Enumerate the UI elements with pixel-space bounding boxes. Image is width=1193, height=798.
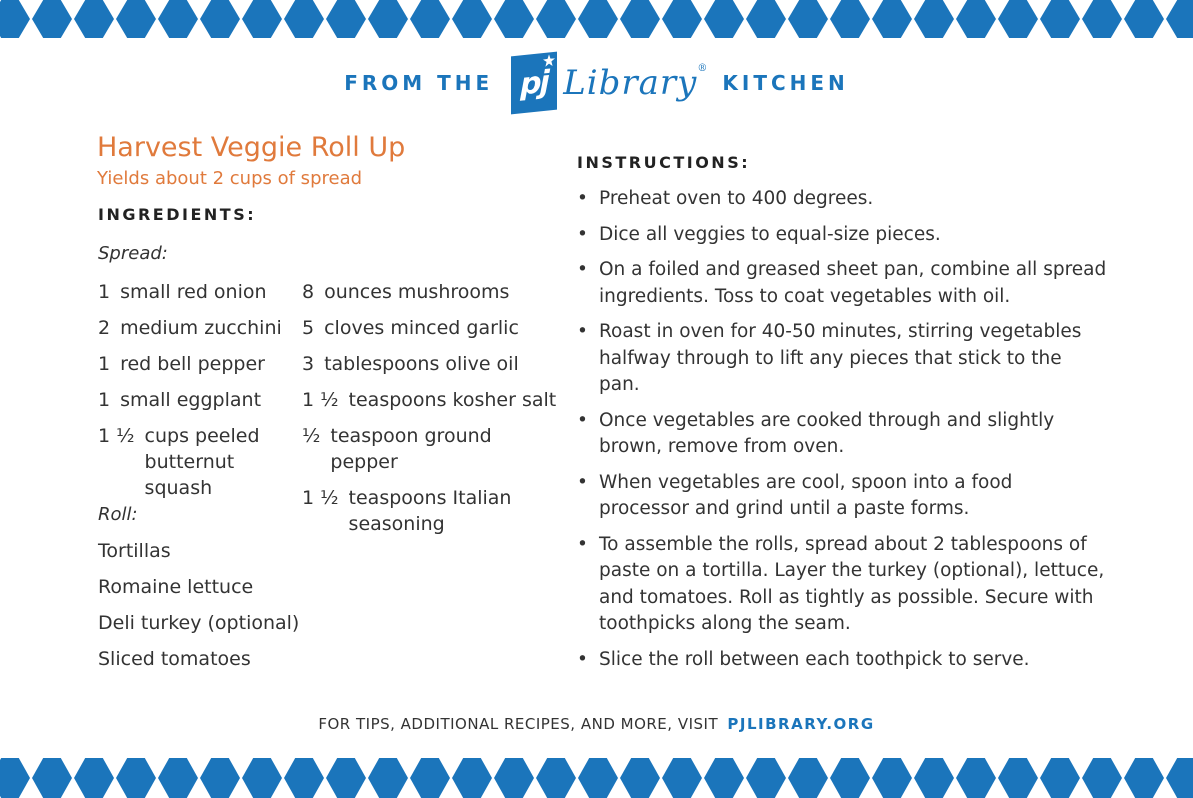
bullet: • [577,259,588,280]
hexagon-shape [158,0,198,38]
bullet: • [577,533,588,555]
hexagon-shape [74,0,114,38]
hexagon-shape [914,0,954,38]
bullet: • [577,188,588,209]
hexagon-shape [116,0,156,38]
instruction-text: When vegetables are cool, spoon into a food processor and grind until a paste forms. [599,471,1013,519]
ingredient-name: teaspoons kosher salt [348,389,557,411]
hexagon-shape [284,0,324,38]
instruction-step [577,257,1107,310]
spread-ingredients-right [302,279,562,547]
instructions-heading: INSTRUCTIONS: [577,153,751,172]
hexagon-shape [998,758,1038,798]
ingredient-item [302,485,562,537]
hexagon-shape [830,758,870,798]
instruction-text: Dice all veggies to equal-size pieces. [599,223,941,245]
hexagon-shape [200,0,240,38]
hexagon-shape [1040,758,1080,798]
hexagon-shape [284,758,324,798]
hexagon-shape [32,0,72,38]
ingredient-item [302,315,562,341]
footer-text: FOR TIPS, ADDITIONAL RECIPES, AND MORE, VISIT [318,715,719,733]
bottom-pattern-band [0,758,1193,798]
hexagon-shape [620,0,660,38]
roll-label: Roll: [98,504,138,525]
hexagon-shape [410,758,450,798]
instruction-text: Slice the roll between each toothpick to serve. [599,648,1030,670]
spread-ingredients-left [98,279,298,511]
ingredient-item [98,423,298,501]
hexagon-shape [704,0,744,38]
ingredient-item [98,315,298,341]
hexagon-shape [1166,758,1193,798]
hexagon-shape [578,0,618,38]
hexagon-shape [410,0,450,38]
ingredient-qty: 3 [302,353,315,375]
recipe-title: Harvest Veggie Roll Up [97,132,406,163]
ingredient-name: cloves minced garlic [324,317,519,339]
bullet: • [577,409,588,431]
hexagon-shape [200,758,240,798]
instruction-step [577,408,1107,461]
hexagon-shape [1124,0,1164,38]
ingredient-qty: 1 [98,389,111,411]
hexagon-shape [578,758,618,798]
hexagon-shape [452,758,492,798]
hexagon-shape [956,0,996,38]
instruction-step [577,532,1107,638]
hexagon-shape [662,758,702,798]
ingredient-item [302,423,562,475]
hexagon-shape [242,758,282,798]
logo-word: Library [563,63,698,103]
hexagon-shape [746,0,786,38]
hexagon-shape [1166,0,1193,38]
hexagon-shape [494,758,534,798]
instruction-step [577,470,1107,523]
header [0,50,1193,116]
ingredient-name: red bell pepper [120,353,265,375]
ingredient-name: small eggplant [120,389,262,411]
instruction-text: On a foiled and greased sheet pan, combine all spread ingredients. Toss to coat vegetables with oil. [599,259,1107,307]
hexagon-shape [326,758,366,798]
ingredient-qty: ½ [302,425,321,447]
hexagon-shape [872,758,912,798]
ingredient-qty: 1 ½ [302,389,339,411]
hexagon-shape [536,758,576,798]
top-pattern-band [0,0,1193,38]
instruction-step [577,222,1107,249]
star-icon [543,54,555,67]
recipe-yield: Yields about 2 cups of spread [97,168,363,189]
hexagon-shape [998,0,1038,38]
ingredient-name: medium zucchini [120,317,282,339]
ingredient-qty: 1 [98,281,111,303]
hexagon-shape [620,758,660,798]
hexagon-shape [1124,758,1164,798]
ingredient-item [98,351,298,377]
hexagon-shape [536,0,576,38]
header-right-word: KITCHEN [722,71,849,95]
hexagon-shape [788,0,828,38]
hexagon-shape [242,0,282,38]
ingredient-item [302,387,562,413]
instruction-step [577,186,1107,213]
hexagon-shape [872,0,912,38]
instruction-text: Once vegetables are cooked through and slightly brown, remove from oven. [599,409,1055,457]
hexagon-shape [662,0,702,38]
website-link[interactable]: PJLIBRARY.ORG [727,715,875,733]
header-left-word: FROM THE [344,71,494,95]
hexagon-shape [326,0,366,38]
hexagon-shape [368,0,408,38]
hexagon-shape [914,758,954,798]
roll-item: Romaine lettuce [98,576,254,598]
pj-library-logo [511,54,708,112]
bullet: • [577,321,588,342]
roll-ingredients [98,539,299,683]
instruction-text: Roast in oven for 40-50 minutes, stirring vegetables halfway through to lift any pieces that stick to the pan. [599,321,1082,395]
bullet: • [577,471,588,493]
bullet: • [577,223,588,245]
hexagon-shape [746,758,786,798]
logo-letters: pj [520,64,549,102]
footer [0,715,1193,733]
ingredient-item [302,279,562,305]
roll-item: Tortillas [98,540,171,562]
hexagon-shape [494,0,534,38]
roll-item: Sliced tomatoes [98,648,251,670]
ingredients-heading: INGREDIENTS: [98,205,257,224]
logo-badge [511,52,557,115]
hexagon-shape [788,758,828,798]
ingredient-item [302,351,562,377]
ingredient-item [98,279,298,305]
instruction-text: To assemble the rolls, spread about 2 tablespoons of paste on a tortilla. Layer the turkey (optional), lettuce, and tomatoes. Roll as tightly as possible. Secure with toothpicks along the seam. [599,533,1105,634]
ingredient-qty: 1 ½ [302,487,339,509]
hexagon-shape [452,0,492,38]
hexagon-shape [0,758,30,798]
registered-mark: ® [697,63,709,74]
hexagon-shape [704,758,744,798]
instruction-text: Preheat oven to 400 degrees. [599,188,874,209]
hexagon-shape [830,0,870,38]
bullet: • [577,648,588,670]
roll-item: Deli turkey (optional) [98,612,300,634]
ingredient-qty: 2 [98,317,111,339]
instructions-list [577,186,1107,682]
hexagon-shape [158,758,198,798]
ingredient-name: ounces mushrooms [324,281,510,303]
ingredient-name: cups peeled butternut squash [144,425,260,499]
hexagon-shape [74,758,114,798]
ingredient-item [98,387,298,413]
hexagon-shape [1040,0,1080,38]
hexagon-shape [368,758,408,798]
ingredient-qty: 1 ½ [98,425,135,447]
spread-label: Spread: [98,243,168,264]
ingredient-name: tablespoons olive oil [324,353,519,375]
hexagon-shape [32,758,72,798]
ingredient-name: small red onion [120,281,267,303]
instruction-step [577,647,1107,674]
ingredient-name: teaspoon ground pepper [330,425,492,473]
hexagon-shape [956,758,996,798]
instruction-step [577,319,1107,399]
logo-wordmark [563,63,708,103]
ingredient-qty: 1 [98,353,111,375]
hexagon-shape [116,758,156,798]
hexagon-shape [1082,0,1122,38]
hexagon-shape [0,0,30,38]
ingredient-qty: 8 [302,281,315,303]
ingredient-qty: 5 [302,317,315,339]
ingredient-name: teaspoons Italian seasoning [348,487,512,535]
hexagon-shape [1082,758,1122,798]
